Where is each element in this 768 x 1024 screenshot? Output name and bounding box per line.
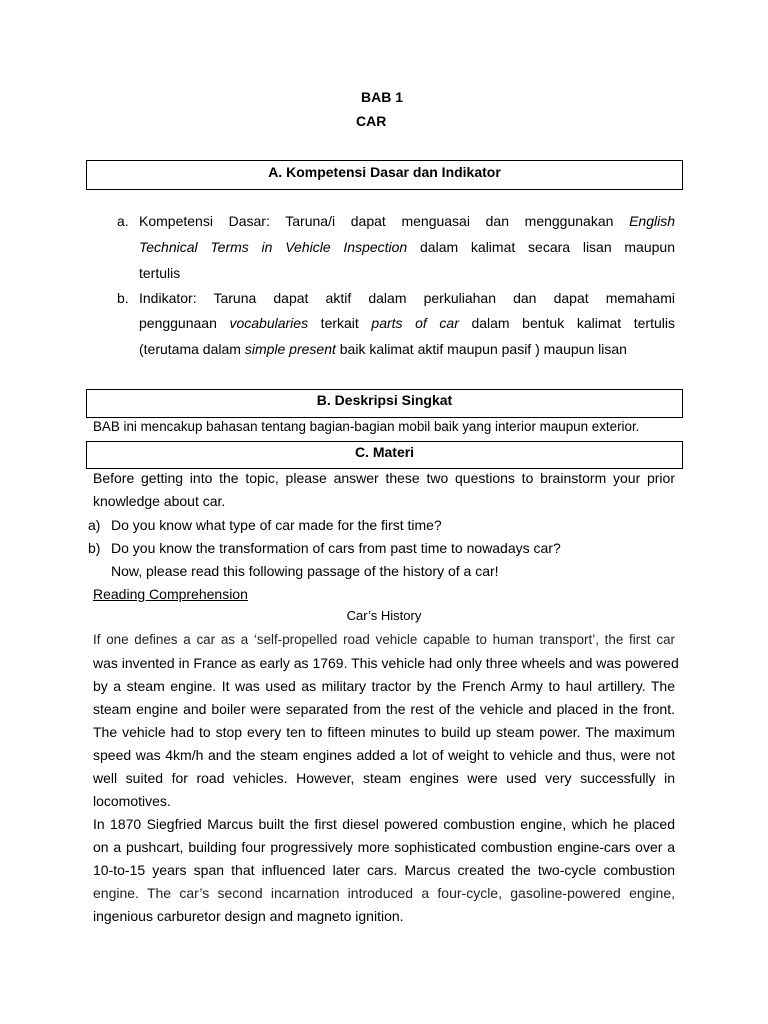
item-b-line2 (139, 314, 675, 332)
passage-p1-line1: If one defines a car as a ‘self-propelled road vehicle capable to human transport’, the first car (93, 632, 675, 647)
bab-number: BAB 1 (361, 89, 404, 105)
passage-p1-line3: by a steam engine. It was used as military tractor by the French Army to haul artillery. The (93, 678, 675, 694)
section-b-description: BAB ini mencakup bahasan tentang bagian-bagian mobil baik yang interior maupun exterior. (93, 419, 640, 434)
section-a-heading-text: A. Kompetensi Dasar dan Indikator (268, 164, 501, 180)
item-a-marker: a. (117, 213, 129, 229)
item-b-line3-text-post: baik kalimat aktif maupun pasif ) maupun lisan (335, 341, 627, 357)
section-b-heading (86, 389, 683, 418)
question-b-marker: b) (88, 540, 101, 556)
passage-p1-line6: speed was 4km/h and the steam engines added a lot of weight to vehicle and thus, were not (93, 747, 675, 763)
question-a: Do you know what type of car made for the first time? (111, 517, 442, 533)
section-b-heading-text: B. Deskripsi Singkat (316, 392, 453, 408)
item-a-line3: tertulis (139, 265, 181, 281)
question-a-marker: a) (88, 517, 101, 533)
passage-p1-line4: steam engine and boiler were separated from the rest of the vehicle and placed in the front. (93, 701, 675, 717)
passage-p1-line5: The vehicle had to stop every ten to fifteen minutes to build up steam power. The maximum (93, 724, 675, 740)
passage-p2-line2: on a pushcart, building four progressively more sophisticated combustion engine-cars over a (93, 839, 675, 855)
passage-title (0, 608, 768, 623)
item-a-line2-emphasis: Technical Terms in Vehicle Inspection (139, 239, 408, 255)
item-b-line2-text-mid: terkait (308, 315, 372, 331)
item-a-line2 (139, 238, 675, 256)
section-c-heading-text: C. Materi (354, 444, 415, 460)
item-b-line1: Indikator: Taruna dapat aktif dalam perkuliahan dan dapat memahami (139, 290, 675, 306)
item-b-line3-emphasis: simple present (244, 341, 336, 357)
item-b-line2-emphasis-2: parts of car (371, 315, 459, 331)
question-b: Do you know the transformation of cars from past time to nowadays car? (111, 540, 561, 556)
item-a-line1 (139, 212, 675, 230)
intro-line1: Before getting into the topic, please answer these two questions to brainstorm your prior (93, 470, 675, 486)
item-b-line2-text-pre: penggunaan (139, 315, 230, 331)
item-b-line2-emphasis-1: vocabularies (229, 315, 309, 331)
item-a-line2-text: dalam kalimat secara lisan maupun (407, 239, 675, 255)
section-c-heading (86, 441, 683, 469)
passage-title-text: Car’s History (346, 608, 422, 623)
item-a-line1-emphasis: English (629, 213, 675, 229)
passage-p2-line4: engine. The car’s second incarnation introduced a four-cycle, gasoline-powered engine, (93, 885, 675, 901)
passage-p1-line7: well suited for road vehicles. However, steam engines were used very successfully in (93, 770, 675, 786)
item-b-marker: b. (117, 290, 129, 306)
chapter-title: CAR (356, 113, 387, 129)
item-b-line2-text-post: dalam bentuk kalimat tertulis (458, 315, 675, 331)
passage-p2-line3: 10-to-15 years span that influenced later cars. Marcus created the two-cycle combustion (93, 862, 675, 878)
reading-comprehension-label: Reading Comprehension (93, 586, 248, 602)
passage-p2-line5: ingenious carburetor design and magneto ignition. (93, 908, 404, 924)
passage-p1-line2: was invented in France as early as 1769. This vehicle had only three wheels and was powered (93, 655, 679, 671)
intro-line2: knowledge about car. (93, 493, 226, 509)
item-b-line3-text-pre: (terutama dalam (139, 341, 245, 357)
passage-p2-line1: In 1870 Siegfried Marcus built the first diesel powered combustion engine, which he placed (93, 816, 675, 832)
passage-p1-line8: locomotives. (93, 793, 171, 809)
item-a-line1-text: Kompetensi Dasar: Taruna/i dapat menguasai dan menggunakan (139, 213, 630, 229)
item-b-line3 (139, 340, 627, 358)
reading-instruction: Now, please read this following passage of the history of a car! (111, 563, 499, 579)
section-a-heading (86, 160, 683, 190)
